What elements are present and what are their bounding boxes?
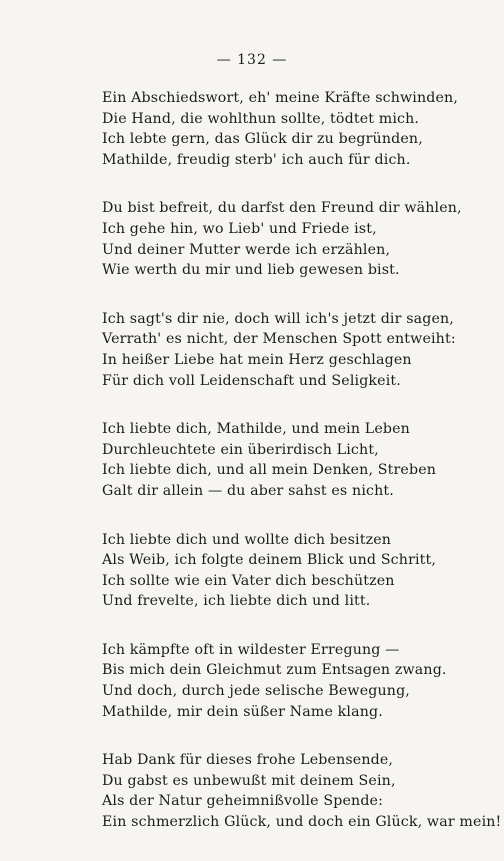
poem-line: Galt dir allein — du aber sahst es nicht.: [102, 482, 394, 499]
stanza-2: [102, 198, 462, 280]
poem-line: Ein Abschiedswort, eh' meine Kräfte schwinden,: [102, 90, 458, 106]
poem-line: Ich kämpfte oft in wildester Erregung —: [102, 641, 400, 658]
stanza-3: [102, 309, 462, 391]
stanza-4: [102, 419, 462, 501]
poem-line: Die Hand, die wohlthun sollte, tödtet mich.: [102, 110, 420, 127]
poem-line: Ich liebte dich, und all mein Denken, Streben: [102, 462, 437, 479]
poem-line: Verrath' es nicht, der Menschen Spott entweiht:: [102, 331, 456, 348]
poem-line: Ich sagt's dir nie, doch will ich's jetzt dir sagen,: [102, 310, 454, 327]
poem-line: Ich lebte gern, das Glück dir zu begründen,: [102, 131, 423, 148]
poem-line: Mathilde, mir dein süßer Name klang.: [102, 703, 383, 720]
stanza-5: [102, 530, 462, 612]
poem-line: Und frevelte, ich liebte dich und litt.: [102, 593, 371, 610]
poem-line: In heißer Liebe hat mein Herz geschlagen: [102, 351, 412, 368]
poem-line: Bis mich dein Gleichmut zum Entsagen zwang.: [102, 662, 447, 679]
poem-line: Als Weib, ich folgte deinem Blick und Schritt,: [102, 552, 437, 569]
poem-line: Wie werth du mir und lieb gewesen bist.: [102, 262, 400, 279]
stanza-7: [102, 750, 502, 832]
poem-line: Durchleuchtete ein überirdisch Licht,: [102, 441, 379, 458]
poem-line: Und doch, durch jede selische Bewegung,: [102, 683, 410, 700]
stanza-1: [102, 88, 462, 170]
poem-line: Du gabst es unbewußt mit deinem Sein,: [102, 772, 396, 789]
page-number: — 132 —: [216, 52, 288, 68]
poem-line: Ein schmerzlich Glück, und doch ein Glück, war mein!: [102, 814, 502, 831]
poem-line: Als der Natur geheimnißvolle Spende:: [102, 793, 384, 810]
poem-line: Und deiner Mutter werde ich erzählen,: [102, 241, 391, 258]
poem: [102, 88, 502, 861]
poem-line: Ich gehe hin, wo Lieb' und Friede ist,: [102, 220, 377, 237]
stanza-6: [102, 640, 462, 722]
poem-line: Ich liebte dich und wollte dich besitzen: [102, 531, 392, 548]
poem-line: Mathilde, freudig sterb' ich auch für dich.: [102, 151, 411, 168]
poem-line: Ich sollte wie ein Vater dich beschützen: [102, 572, 395, 589]
poem-line: Hab Dank für dieses frohe Lebensende,: [102, 752, 394, 769]
poem-line: Du bist befreit, du darfst den Freund dir wählen,: [102, 200, 462, 217]
poem-line: Für dich voll Leidenschaft und Seligkeit.: [102, 372, 401, 389]
poem-line: Ich liebte dich, Mathilde, und mein Leben: [102, 421, 410, 438]
